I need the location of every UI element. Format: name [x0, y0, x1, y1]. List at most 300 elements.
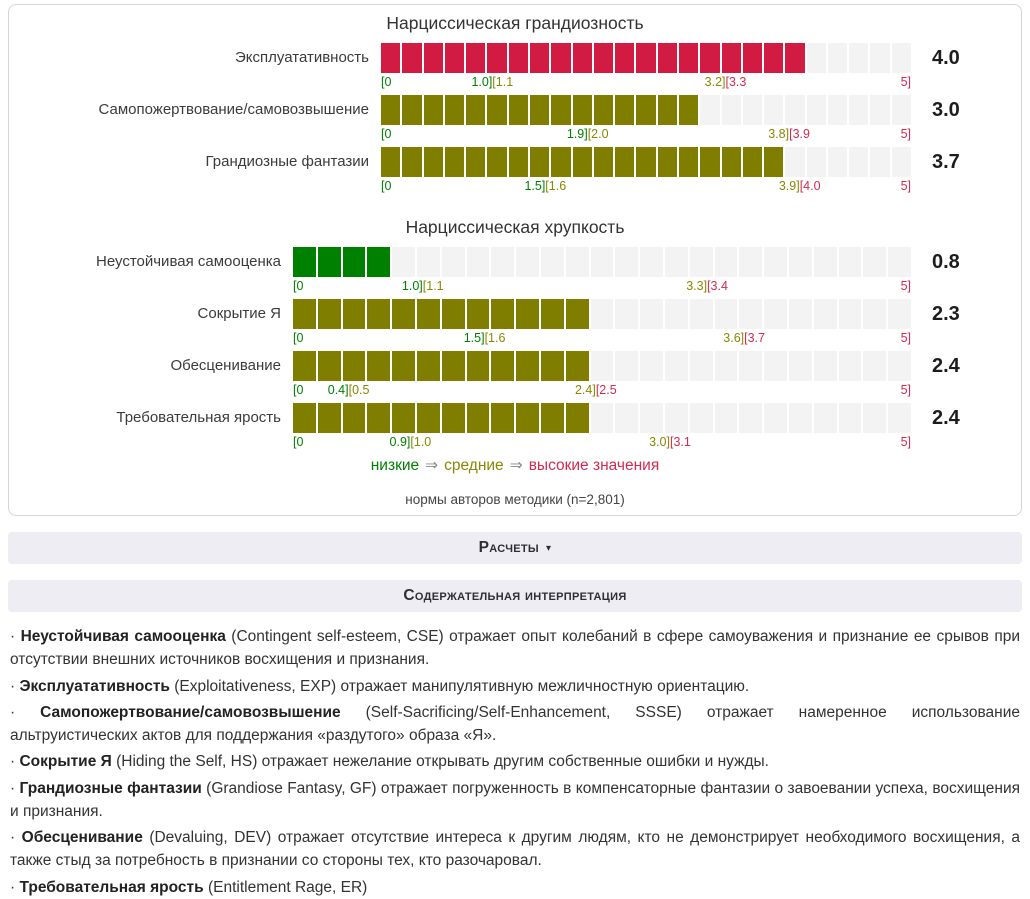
bar-segment-empty	[516, 247, 539, 277]
bar-segment-empty	[715, 403, 738, 433]
bar-segment-filled	[467, 299, 490, 329]
scale-row	[9, 43, 1021, 73]
bar-segment-empty	[442, 247, 465, 277]
axis-tick-low-end: 0.4]	[327, 383, 349, 397]
bar-segment-filled	[381, 147, 400, 177]
axis-tick-mid-end: 3.8]	[768, 127, 790, 141]
bar-segment-empty	[591, 351, 614, 381]
bar-segment-filled	[636, 147, 655, 177]
scale-bar	[293, 351, 911, 381]
bar-segment-empty	[870, 147, 889, 177]
interpretation-item	[10, 750, 1020, 773]
bar-segment-empty	[785, 147, 804, 177]
bar-segment-filled	[516, 403, 539, 433]
bar-segment-filled	[636, 43, 655, 73]
bar-segment-filled	[466, 147, 485, 177]
scale-bar	[381, 43, 911, 73]
scale-bar	[293, 299, 911, 329]
axis-tick-high-start: [2.5	[595, 383, 617, 397]
scale-description: (Devaluing, DEV) отражает отсутствие интереса к другим людям, кто не демонстрирует необходимого восхищения, а также стыд за потребность в признании со стороны тех, кто разочаровал.	[10, 829, 1021, 870]
bar-segment-filled	[516, 351, 539, 381]
bar-segment-empty	[849, 95, 868, 125]
bar-segment-filled	[566, 351, 589, 381]
interpretation-item	[10, 701, 1020, 748]
chart-section	[9, 11, 1021, 195]
scale-value: 2.4	[932, 355, 960, 377]
scale-term: Обесценивание	[21, 829, 143, 846]
axis-tick-start: [0	[293, 435, 304, 449]
bar-segment-empty	[789, 299, 812, 329]
bar-segment-filled	[417, 351, 440, 381]
bar-segment-empty	[814, 403, 837, 433]
bar-segment-empty	[863, 299, 886, 329]
axis-tick-mid-end: 3.2]	[704, 75, 726, 89]
bar-segment-filled	[573, 147, 592, 177]
bar-segment-filled	[541, 351, 564, 381]
scale-term: Самопожертвование/самовозвышение	[40, 703, 341, 721]
scale-bar	[293, 247, 911, 277]
axis-tick-low-mid	[471, 73, 513, 91]
axis-tick-mid-end: 3.3]	[686, 279, 708, 293]
bar-segment-filled	[381, 95, 400, 125]
axis-tick-start: [0	[293, 279, 304, 293]
bar-segment-empty	[828, 147, 847, 177]
threshold-axis	[381, 73, 911, 91]
bar-segment-filled	[318, 403, 341, 433]
axis-tick-low-mid	[524, 177, 566, 195]
bar-segment-filled	[466, 43, 485, 73]
bar-segment-filled	[318, 351, 341, 381]
bar-segment-filled	[573, 95, 592, 125]
bar-segment-filled	[318, 247, 341, 277]
bar-segment-filled	[487, 95, 506, 125]
bar-segment-empty	[888, 403, 911, 433]
threshold-row	[9, 73, 1021, 91]
bar-segment-filled	[722, 43, 741, 73]
bullet-marker: ·	[10, 677, 20, 695]
bar-segment-empty	[665, 299, 688, 329]
bar-segment-empty	[615, 299, 638, 329]
bar-segment-filled	[467, 351, 490, 381]
bar-segment-filled	[615, 147, 634, 177]
threshold-row	[9, 125, 1021, 143]
bar-segment-filled	[785, 43, 804, 73]
bar-segment-empty	[722, 95, 741, 125]
bar-segment-filled	[392, 351, 415, 381]
scale-term: Неустойчивая самооценка	[20, 628, 226, 645]
bar-segment-empty	[690, 351, 713, 381]
axis-tick-mid-start: [1.1	[492, 75, 514, 89]
scale-description: (Entitlement Rage, ER)	[203, 878, 368, 896]
axis-tick-high-start: [4.0	[799, 179, 821, 193]
axis-tick-mid-high	[575, 381, 617, 399]
interpretation-text	[10, 625, 1020, 899]
bar-segment-filled	[679, 95, 698, 125]
axis-tick-mid-start: [1.6	[484, 331, 506, 345]
bar-segment-empty	[814, 299, 837, 329]
bar-segment-filled	[466, 95, 485, 125]
scale-term: Грандиозные фантазии	[19, 779, 202, 797]
bar-segment-empty	[870, 95, 889, 125]
threshold-axis	[293, 329, 911, 347]
axis-tick-low-end: 1.0]	[471, 75, 493, 89]
bar-segment-empty	[828, 43, 847, 73]
axis-tick-mid-high	[779, 177, 821, 195]
scale-value: 2.4	[932, 407, 960, 429]
bar-segment-filled	[516, 299, 539, 329]
scale-block	[9, 351, 1021, 399]
bar-segment-empty	[849, 43, 868, 73]
scale-term: Требовательная ярость	[19, 878, 204, 896]
bar-segment-filled	[541, 403, 564, 433]
bar-segment-filled	[424, 43, 443, 73]
axis-tick-low-mid	[464, 329, 506, 347]
bar-segment-filled	[658, 43, 677, 73]
bar-segment-empty	[739, 299, 762, 329]
axis-tick-mid-end: 3.9]	[778, 179, 800, 193]
bar-segment-empty	[828, 95, 847, 125]
bar-segment-empty	[640, 247, 663, 277]
scale-row	[9, 147, 1021, 177]
bar-segment-empty	[640, 299, 663, 329]
bar-segment-filled	[594, 147, 613, 177]
axis-tick-low-end: 1.5]	[463, 331, 485, 345]
bar-segment-empty	[739, 351, 762, 381]
bar-segment-filled	[541, 299, 564, 329]
bar-segment-empty	[764, 403, 787, 433]
bullet-marker: ·	[10, 628, 21, 645]
scale-label: Обесценивание	[170, 357, 281, 374]
threshold-row	[9, 381, 1021, 399]
interpretation-item	[10, 675, 1020, 698]
axis-tick-mid-end: 2.4]	[574, 383, 596, 397]
bar-segment-empty	[615, 247, 638, 277]
bar-segment-empty	[764, 351, 787, 381]
scale-description: (Grandiose Fantasy, GF) отражает погруженность в компенсаторные фантазии о завоевании успеха, восхищения и признания.	[10, 779, 1020, 820]
scale-label: Грандиозные фантазии	[205, 153, 369, 170]
legend-arrow-icon: ⇒	[425, 457, 439, 474]
scale-value: 3.7	[932, 151, 960, 173]
scale-block	[9, 403, 1021, 451]
axis-tick-end: 5]	[900, 179, 911, 193]
axis-tick-mid-start: [1.6	[545, 179, 567, 193]
bar-segment-empty	[690, 247, 713, 277]
axis-tick-mid-end: 3.0]	[649, 435, 670, 449]
bar-segment-filled	[467, 403, 490, 433]
axis-tick-start: [0	[293, 383, 304, 397]
scale-block	[9, 147, 1021, 195]
bar-segment-empty	[807, 43, 826, 73]
bar-segment-filled	[700, 43, 719, 73]
axis-tick-high-start: [3.7	[744, 331, 765, 345]
bar-segment-filled	[594, 95, 613, 125]
bar-segment-empty	[541, 247, 564, 277]
bar-segment-empty	[863, 247, 886, 277]
threshold-row	[9, 277, 1021, 295]
charts-area	[9, 11, 1021, 451]
scale-label: Самопожертвование/самовозвышение	[98, 101, 369, 118]
scale-description: (Self-Sacrificing/Self-Enhancement, SSSE) отражает намеренное использование альтруистических актов для поддержания «раздутого» образа «Я».	[10, 703, 1020, 744]
bar-segment-filled	[594, 43, 613, 73]
bar-segment-empty	[888, 299, 911, 329]
scale-description: (Exploitativeness, EXP) отражает манипулятивную межличностную ориентацию.	[169, 677, 750, 695]
scale-label: Требовательная ярость	[116, 409, 281, 426]
bar-segment-empty	[892, 43, 911, 73]
axis-tick-mid-high	[723, 329, 765, 347]
bar-segment-filled	[551, 43, 570, 73]
bar-segment-filled	[442, 299, 465, 329]
scale-value: 0.8	[932, 251, 960, 273]
bar-segment-filled	[417, 299, 440, 329]
results-card	[8, 4, 1022, 516]
bar-segment-filled	[293, 247, 316, 277]
bar-segment-filled	[402, 95, 421, 125]
axis-tick-low-end: 0.9]	[389, 435, 411, 449]
chart-section	[9, 215, 1021, 451]
bar-segment-filled	[367, 299, 390, 329]
scale-block	[9, 247, 1021, 295]
bar-segment-empty	[690, 299, 713, 329]
scale-row	[9, 351, 1021, 381]
scale-value: 3.0	[932, 99, 960, 121]
scale-label: Эксплуатативность	[235, 49, 369, 66]
bar-segment-empty	[789, 403, 812, 433]
bar-segment-empty	[839, 247, 862, 277]
bar-segment-filled	[491, 403, 514, 433]
bar-segment-filled	[445, 95, 464, 125]
bar-segment-filled	[551, 95, 570, 125]
bar-segment-empty	[739, 403, 762, 433]
scale-block	[9, 95, 1021, 143]
scale-row	[9, 299, 1021, 329]
scale-description: (Hiding the Self, HS) отражает нежелание открывать другим собственные ошибки и нужды.	[111, 753, 769, 771]
interpretation-item	[10, 826, 1020, 873]
scale-bar	[381, 95, 911, 125]
bar-segment-filled	[343, 403, 366, 433]
bar-segment-filled	[445, 147, 464, 177]
chevron-down-icon: ▾	[546, 542, 552, 554]
scale-bar	[293, 403, 911, 433]
legend-medium-label: средние	[444, 457, 504, 474]
axis-tick-mid-high	[686, 277, 728, 295]
axis-tick-start: [0	[293, 331, 304, 345]
axis-tick-mid-high	[705, 73, 747, 91]
bar-segment-filled	[445, 43, 464, 73]
bar-segment-filled	[392, 403, 415, 433]
bar-segment-empty	[764, 299, 787, 329]
scale-row	[9, 247, 1021, 277]
bar-segment-filled	[343, 299, 366, 329]
bar-segment-filled	[658, 95, 677, 125]
bar-segment-empty	[700, 95, 719, 125]
bar-segment-filled	[381, 43, 400, 73]
bar-segment-filled	[566, 299, 589, 329]
bar-segment-filled	[679, 147, 698, 177]
threshold-axis	[293, 277, 911, 295]
calculations-expander-label: Расчеты	[478, 539, 539, 556]
bar-segment-empty	[888, 351, 911, 381]
bar-segment-empty	[892, 147, 911, 177]
bar-segment-empty	[591, 403, 614, 433]
bar-segment-filled	[487, 43, 506, 73]
bar-segment-filled	[417, 403, 440, 433]
bar-segment-empty	[870, 43, 889, 73]
bar-segment-empty	[789, 247, 812, 277]
bar-segment-empty	[491, 247, 514, 277]
scale-label: Сокрытие Я	[197, 305, 281, 322]
bar-segment-empty	[839, 403, 862, 433]
bar-segment-empty	[739, 247, 762, 277]
bar-segment-filled	[764, 147, 783, 177]
axis-tick-high-start: [3.1	[669, 435, 691, 449]
bar-segment-filled	[743, 43, 762, 73]
bar-segment-empty	[839, 351, 862, 381]
bar-segment-empty	[715, 351, 738, 381]
bar-segment-filled	[530, 43, 549, 73]
bar-segment-filled	[402, 147, 421, 177]
interpretation-item	[10, 876, 1020, 899]
bar-segment-filled	[293, 299, 316, 329]
bar-segment-empty	[665, 351, 688, 381]
calculations-expander[interactable]	[8, 532, 1022, 564]
axis-tick-high-start: [3.3	[725, 75, 747, 89]
bar-segment-filled	[636, 95, 655, 125]
bar-segment-filled	[424, 147, 443, 177]
bar-segment-empty	[417, 247, 440, 277]
bar-segment-empty	[640, 403, 663, 433]
scale-label: Неустойчивая самооценка	[95, 253, 281, 270]
bar-segment-filled	[367, 403, 390, 433]
bar-segment-filled	[573, 43, 592, 73]
threshold-axis	[381, 177, 911, 195]
bar-segment-filled	[442, 403, 465, 433]
bar-segment-filled	[343, 351, 366, 381]
axis-tick-start: [0	[381, 75, 392, 89]
bar-segment-filled	[530, 95, 549, 125]
legend-low-label: низкие	[370, 457, 420, 474]
axis-tick-high-start: [3.9	[789, 127, 810, 141]
bar-segment-empty	[785, 95, 804, 125]
bar-segment-empty	[863, 403, 886, 433]
bar-segment-empty	[807, 95, 826, 125]
axis-tick-mid-high	[768, 125, 810, 143]
bar-segment-filled	[566, 403, 589, 433]
bar-segment-filled	[367, 351, 390, 381]
bar-segment-filled	[424, 95, 443, 125]
bar-segment-filled	[679, 43, 698, 73]
bar-segment-filled	[392, 299, 415, 329]
bar-segment-filled	[509, 95, 528, 125]
bar-segment-filled	[530, 147, 549, 177]
bar-segment-filled	[764, 43, 783, 73]
bar-segment-filled	[402, 43, 421, 73]
scale-description: (Contingent self-esteem, CSE) отражает опыт колебаний в сфере самоуважения и признание ее срывов при отсутствии внешних источников восхищения и признания.	[10, 628, 1020, 669]
axis-tick-mid-end: 3.6]	[723, 331, 745, 345]
bar-segment-empty	[814, 351, 837, 381]
axis-tick-mid-start: [1.0	[410, 435, 432, 449]
bar-segment-filled	[343, 247, 366, 277]
bullet-marker: ·	[10, 703, 41, 721]
scale-value: 4.0	[932, 47, 960, 69]
axis-tick-high-start: [3.4	[707, 279, 728, 293]
bar-segment-filled	[491, 299, 514, 329]
axis-tick-low-end: 1.0]	[401, 279, 423, 293]
bar-segment-empty	[640, 351, 663, 381]
bar-segment-filled	[293, 351, 316, 381]
axis-tick-mid-start: [2.0	[587, 127, 609, 141]
scale-bar	[381, 147, 911, 177]
bar-segment-filled	[367, 247, 390, 277]
axis-tick-mid-start: [1.1	[422, 279, 444, 293]
axis-tick-end: 5]	[900, 279, 911, 293]
bar-segment-filled	[509, 147, 528, 177]
axis-tick-mid-start: [0.5	[348, 383, 370, 397]
axis-tick-low-mid	[328, 381, 370, 399]
bar-segment-empty	[715, 299, 738, 329]
scale-block	[9, 299, 1021, 347]
chart-title: Нарциссическая хрупкость	[405, 217, 625, 237]
bar-segment-filled	[722, 147, 741, 177]
bar-segment-empty	[863, 351, 886, 381]
threshold-row	[9, 177, 1021, 195]
threshold-row	[9, 433, 1021, 451]
bullet-marker: ·	[10, 753, 20, 771]
bar-segment-empty	[764, 95, 783, 125]
bar-segment-filled	[743, 147, 762, 177]
legend	[9, 455, 1021, 477]
bullet-marker: ·	[10, 829, 22, 846]
bar-segment-filled	[318, 299, 341, 329]
bar-segment-filled	[615, 43, 634, 73]
bar-segment-empty	[807, 147, 826, 177]
bar-segment-empty	[392, 247, 415, 277]
chart-title: Нарциссическая грандиозность	[386, 13, 644, 33]
threshold-axis	[381, 125, 911, 143]
axis-tick-end: 5]	[900, 435, 911, 449]
axis-tick-end: 5]	[900, 383, 911, 397]
axis-tick-mid-high	[649, 433, 691, 451]
axis-tick-start: [0	[381, 127, 392, 141]
bullet-marker: ·	[10, 878, 20, 896]
bar-segment-filled	[442, 351, 465, 381]
scale-row	[9, 95, 1021, 125]
bar-segment-empty	[591, 299, 614, 329]
axis-tick-low-mid	[402, 277, 444, 295]
scale-term: Эксплуатативность	[19, 677, 170, 695]
axis-tick-end: 5]	[900, 127, 911, 141]
bar-segment-filled	[658, 147, 677, 177]
bullet-marker: ·	[10, 779, 20, 797]
threshold-row	[9, 329, 1021, 347]
scale-value: 2.3	[932, 303, 960, 325]
interpretation-item	[10, 625, 1020, 672]
bar-segment-filled	[700, 147, 719, 177]
legend-arrow-icon: ⇒	[509, 457, 523, 474]
axis-tick-end: 5]	[900, 75, 911, 89]
bar-segment-empty	[615, 351, 638, 381]
legend-high-label: высокие значения	[528, 457, 660, 474]
axis-tick-low-mid	[567, 125, 609, 143]
norms-note: нормы авторов методики (n=2,801)	[405, 492, 625, 507]
bar-segment-empty	[467, 247, 490, 277]
axis-tick-low-end: 1.9]	[566, 127, 588, 141]
axis-tick-low-end: 1.5]	[524, 179, 546, 193]
bar-segment-empty	[764, 247, 787, 277]
bar-segment-empty	[839, 299, 862, 329]
bar-segment-empty	[789, 351, 812, 381]
bar-segment-empty	[892, 95, 911, 125]
bar-segment-filled	[615, 95, 634, 125]
